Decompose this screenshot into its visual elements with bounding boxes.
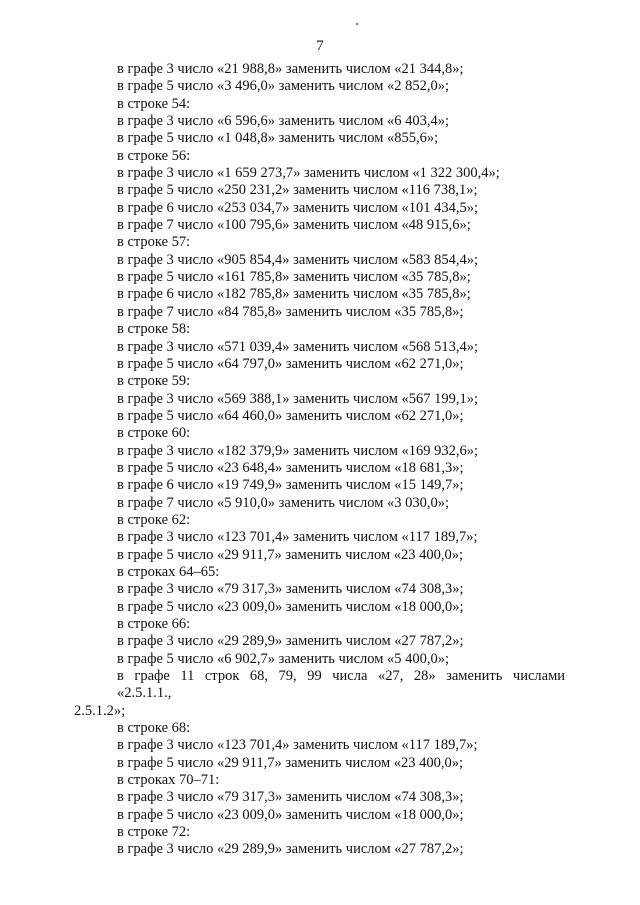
text-line: в графе 3 число «29 289,9» заменить числом «27 787,2»;	[117, 841, 464, 858]
scan-speck	[356, 23, 358, 25]
row-heading: в строке 59:	[117, 373, 191, 390]
wrapped-line-first: в графе 11 строк 68, 79, 99 числа «27, 28» заменить числами «2.5.1.1.,	[117, 668, 565, 702]
row-heading: в строке 66:	[117, 616, 191, 632]
text-line: в графе 6 число «182 785,8» заменить числом «35 785,8»;	[117, 286, 471, 303]
text-line: в графе 5 число «6 902,7» заменить числом «5 400,0»;	[117, 650, 450, 667]
text-line: в графе 3 число «571 039,4» заменить числом «568 513,4»;	[117, 338, 479, 355]
row-heading: в строке 54:	[117, 95, 191, 112]
text-line: в графе 3 число «123 701,4» заменить числом «117 189,7»;	[117, 737, 478, 754]
text-line: в графе 6 число «19 749,9» заменить числом «15 149,7»;	[117, 477, 464, 494]
text-line: в графе 5 число «1 048,8» заменить числом «855,6»;	[117, 130, 439, 147]
text-line: в графе 3 число «182 379,9» заменить числом «169 932,6»;	[117, 442, 479, 459]
text-line: в графе 7 число «84 785,8» заменить числом «35 785,8»;	[117, 303, 464, 320]
text-line: в графе 5 число «23 648,4» заменить числом «18 681,3»;	[117, 459, 464, 476]
row-heading: в строке 58:	[117, 321, 191, 338]
text-line: в графе 3 число «123 701,4» заменить числом «117 189,7»;	[117, 529, 478, 546]
text-line: в графе 5 число «3 496,0» заменить числом «2 852,0»;	[117, 78, 450, 95]
text-line: в графе 5 число «29 911,7» заменить числом «23 400,0»;	[117, 754, 464, 771]
text-line: в графе 5 число «250 231,2» заменить числом «116 738,1»;	[117, 182, 478, 199]
text-line: в графе 5 число «29 911,7» заменить числом «23 400,0»;	[117, 546, 464, 563]
text-line: в графе 3 число «21 988,8» заменить числом «21 344,8»;	[117, 61, 464, 77]
text-line: в графе 5 число «64 460,0» заменить числом «62 271,0»;	[117, 407, 464, 424]
text-line: в графе 7 число «5 910,0» заменить числом «3 030,0»;	[117, 494, 450, 511]
text-line: в графе 3 число «1 659 273,7» заменить числом «1 322 300,4»;	[117, 165, 500, 182]
text-line: в графе 5 число «64 797,0» заменить числом «62 271,0»;	[117, 355, 464, 372]
text-line: в графе 6 число «253 034,7» заменить числом «101 434,5»;	[117, 199, 479, 216]
row-heading: в строке 57:	[117, 234, 191, 251]
text-line: в графе 3 число «569 388,1» заменить числом «567 199,1»;	[117, 390, 479, 407]
text-line: в графе 7 число «100 795,6» заменить числом «48 915,6»;	[117, 217, 471, 234]
row-heading: в строке 68:	[117, 720, 191, 737]
amendment-list	[74, 61, 565, 859]
wrapped-paragraph	[74, 668, 565, 720]
row-heading: в строке 56:	[117, 147, 191, 164]
text-line: в графе 3 число «29 289,9» заменить числом «27 787,2»;	[117, 633, 464, 650]
row-heading: в строках 70–71:	[117, 772, 220, 789]
row-heading: в строке 60:	[117, 425, 191, 442]
text-line: в графе 3 число «79 317,3» заменить числом «74 308,3»;	[117, 581, 464, 598]
text-line: в графе 3 число «905 854,4» заменить числом «583 854,4»;	[117, 251, 479, 268]
row-heading: в строке 72:	[117, 824, 191, 841]
text-line: в графе 3 число «6 596,6» заменить числом «6 403,4»;	[117, 113, 450, 130]
row-heading: в строке 62:	[117, 511, 191, 528]
row-heading: в строках 64–65:	[117, 563, 220, 580]
text-line: в графе 5 число «23 009,0» заменить числом «18 000,0»;	[117, 598, 464, 615]
text-line: в графе 3 число «79 317,3» заменить числом «74 308,3»;	[117, 789, 464, 806]
text-line: в графе 5 число «161 785,8» заменить числом «35 785,8»;	[117, 269, 471, 286]
text-line: в графе 5 число «23 009,0» заменить числом «18 000,0»;	[117, 806, 464, 823]
wrapped-line-second: 2.5.1.2»;	[74, 702, 126, 719]
page-number: 7	[316, 38, 324, 54]
